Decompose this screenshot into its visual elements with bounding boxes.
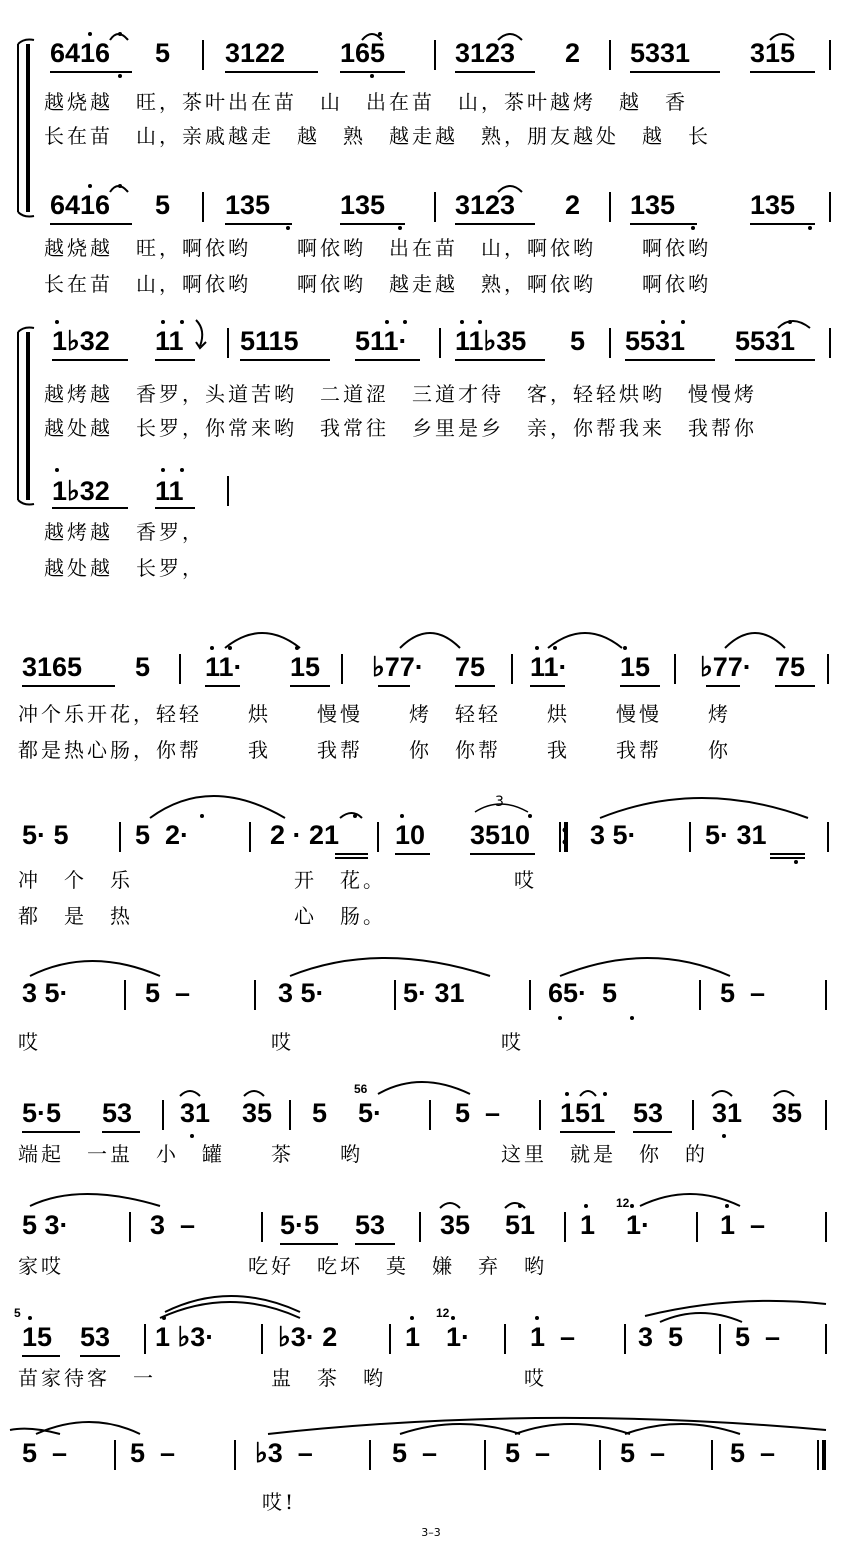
note-group: 31 (712, 1098, 743, 1128)
note-group: 1 ♭3· (155, 1322, 215, 1352)
note-group: 5 – (505, 1438, 551, 1468)
lyric-line: 都 是 热 心 肠。 (18, 904, 386, 928)
lyric-line: 越烧越 旺，茶叶出在苗 山 出在苗 山，茶叶越烤 越 香 (44, 90, 688, 114)
grace-note: 56 (354, 1082, 368, 1096)
lyric-line: 越烧越 旺，啊依哟 啊依哟 出在苗 山，啊依哟 啊依哟 (44, 236, 711, 260)
note-group: 5 – (735, 1322, 781, 1352)
note-group: 5 – (620, 1438, 666, 1468)
note-group: 5 – (22, 1438, 68, 1468)
note-group: 11♭35 (455, 326, 527, 356)
note-group: 35 (242, 1098, 273, 1128)
note-group: 5 – (730, 1438, 776, 1468)
note-group: 1· (446, 1322, 471, 1352)
lyric-line: 越烤越 香罗， (44, 520, 205, 544)
note-group: 5 (135, 652, 151, 682)
note-group: 5 (570, 326, 586, 356)
note-group: 5· 31 (403, 978, 465, 1008)
note-group: 1 – (720, 1210, 766, 1240)
note-group: 15 (22, 1322, 53, 1352)
note-group: 3 5· (278, 978, 325, 1008)
note-group: 1 (580, 1210, 596, 1240)
note-group: 51 (505, 1210, 536, 1240)
note-group: 53 (102, 1098, 133, 1128)
note-group: 35 (440, 1210, 471, 1240)
note-group: 3 5 (638, 1322, 684, 1352)
note-group: 1 (405, 1322, 421, 1352)
lyric-line: 冲 个 乐 开 花。 哎 (18, 868, 537, 892)
lyric-line: 都是热心肠，你帮 我 我帮 你 你帮 我 我帮 你 (18, 738, 731, 762)
note-group: 3122 (225, 38, 286, 68)
note-group: 6416 (50, 190, 111, 220)
note-group: 315 (750, 38, 796, 68)
lyric-line: 冲个乐开花，轻轻 烘 慢慢 烤 轻轻 烘 慢慢 烤 (18, 702, 731, 726)
note-group: 75 (775, 652, 806, 682)
note-group: 15 (290, 652, 321, 682)
note-group: 53 (633, 1098, 664, 1128)
lyric-line: 家哎 吃好 吃坏 莫 嫌 弃 哟 (18, 1254, 547, 1278)
note-group: ♭3 – (255, 1438, 313, 1468)
note-group: 5531 (735, 326, 796, 356)
note-group: 5· 31 (705, 820, 767, 850)
note-group: ♭3· 2 (278, 1322, 338, 1352)
note-group: 15 (620, 652, 651, 682)
note-group: 11 (155, 476, 184, 506)
note-group: 135 (750, 190, 796, 220)
note-group: 2 · 21 (270, 820, 340, 850)
lyric-line: 越处越 长罗， (44, 556, 205, 580)
note-group: 5 – (455, 1098, 501, 1128)
note-group: 5115 (240, 326, 299, 356)
note-group: 5 (155, 190, 171, 220)
note-group: 5· 5 (22, 820, 69, 850)
note-group: 11· (205, 652, 243, 682)
note-group: 5 2· (135, 820, 190, 850)
note-group: 5·5 (280, 1210, 320, 1240)
note-group: 3123 (455, 38, 516, 68)
note-group: 3510 (470, 820, 531, 850)
svg-text:3: 3 (495, 794, 504, 810)
note-group: 135 (340, 190, 386, 220)
grace-note: 5 (14, 1306, 21, 1320)
note-group: 75 (455, 652, 486, 682)
lyric-line: 哎! (262, 1490, 297, 1514)
note-group: 165 (340, 38, 386, 68)
lyric-line: 端起 一盅 小 罐 茶 哟 这里 就是 你 的 (18, 1142, 708, 1166)
note-group: 35 (772, 1098, 803, 1128)
note-group: 31 (180, 1098, 211, 1128)
note-group: 135 (225, 190, 271, 220)
note-group: 3 – (150, 1210, 196, 1240)
note-group: 1 – (530, 1322, 576, 1352)
note-group: 1♭32 (52, 326, 110, 356)
note-group: 5 – (720, 978, 766, 1008)
note-group: 5 3· (22, 1210, 69, 1240)
lyric-line: 越处越 长罗，你常来哟 我常往 乡里是乡 亲，你帮我来 我帮你 (44, 416, 757, 440)
grace-note: 12 (436, 1306, 450, 1320)
note-group: 65· 5 (548, 978, 618, 1008)
lyric-line: 越烤越 香罗，头道苦哟 二道涩 三道才待 客，轻轻烘哟 慢慢烤 (44, 382, 757, 406)
note-group: 5 – (130, 1438, 176, 1468)
note-group: 5 – (145, 978, 191, 1008)
note-group: 511· (355, 326, 408, 356)
note-group: 53 (80, 1322, 111, 1352)
note-group: 11· (530, 652, 568, 682)
note-group: ♭77· (700, 652, 752, 682)
lyric-line: 长在苗 山，亲戚越走 越 熟 越走越 熟，朋友越处 越 长 (44, 124, 711, 148)
note-group: 5 (312, 1098, 328, 1128)
lyric-line: 长在苗 山，啊依哟 啊依哟 越走越 熟，啊依哟 啊依哟 (44, 272, 711, 296)
note-group: 5· (358, 1098, 383, 1128)
note-group: 10 (395, 820, 426, 850)
note-group: 5 – (392, 1438, 438, 1468)
note-group: 5 (155, 38, 171, 68)
note-group: ♭77· (372, 652, 424, 682)
note-group: 11 (155, 326, 184, 356)
lyric-line: 哎 哎 哎 (18, 1030, 524, 1054)
grace-note: 12 (616, 1196, 630, 1210)
lyric-line: 苗家待客 一 盅 茶 哟 哎 (18, 1366, 547, 1390)
note-group: 3 5· (22, 978, 69, 1008)
note-group: 151 (560, 1098, 606, 1128)
note-group: 3 5· (590, 820, 637, 850)
note-group: 135 (630, 190, 676, 220)
note-group: 2 (565, 38, 581, 68)
note-group: 1♭32 (52, 476, 110, 506)
note-group: 1· (626, 1210, 651, 1240)
note-group: 5331 (630, 38, 691, 68)
note-group: 3123 (455, 190, 516, 220)
page-number: 3–3 (421, 1526, 441, 1539)
note-group: 2 (565, 190, 581, 220)
note-group: 6416 (50, 38, 111, 68)
note-group: 53 (355, 1210, 386, 1240)
note-group: 5·5 (22, 1098, 62, 1128)
note-group: 3165 (22, 652, 83, 682)
note-group: 5531 (625, 326, 686, 356)
